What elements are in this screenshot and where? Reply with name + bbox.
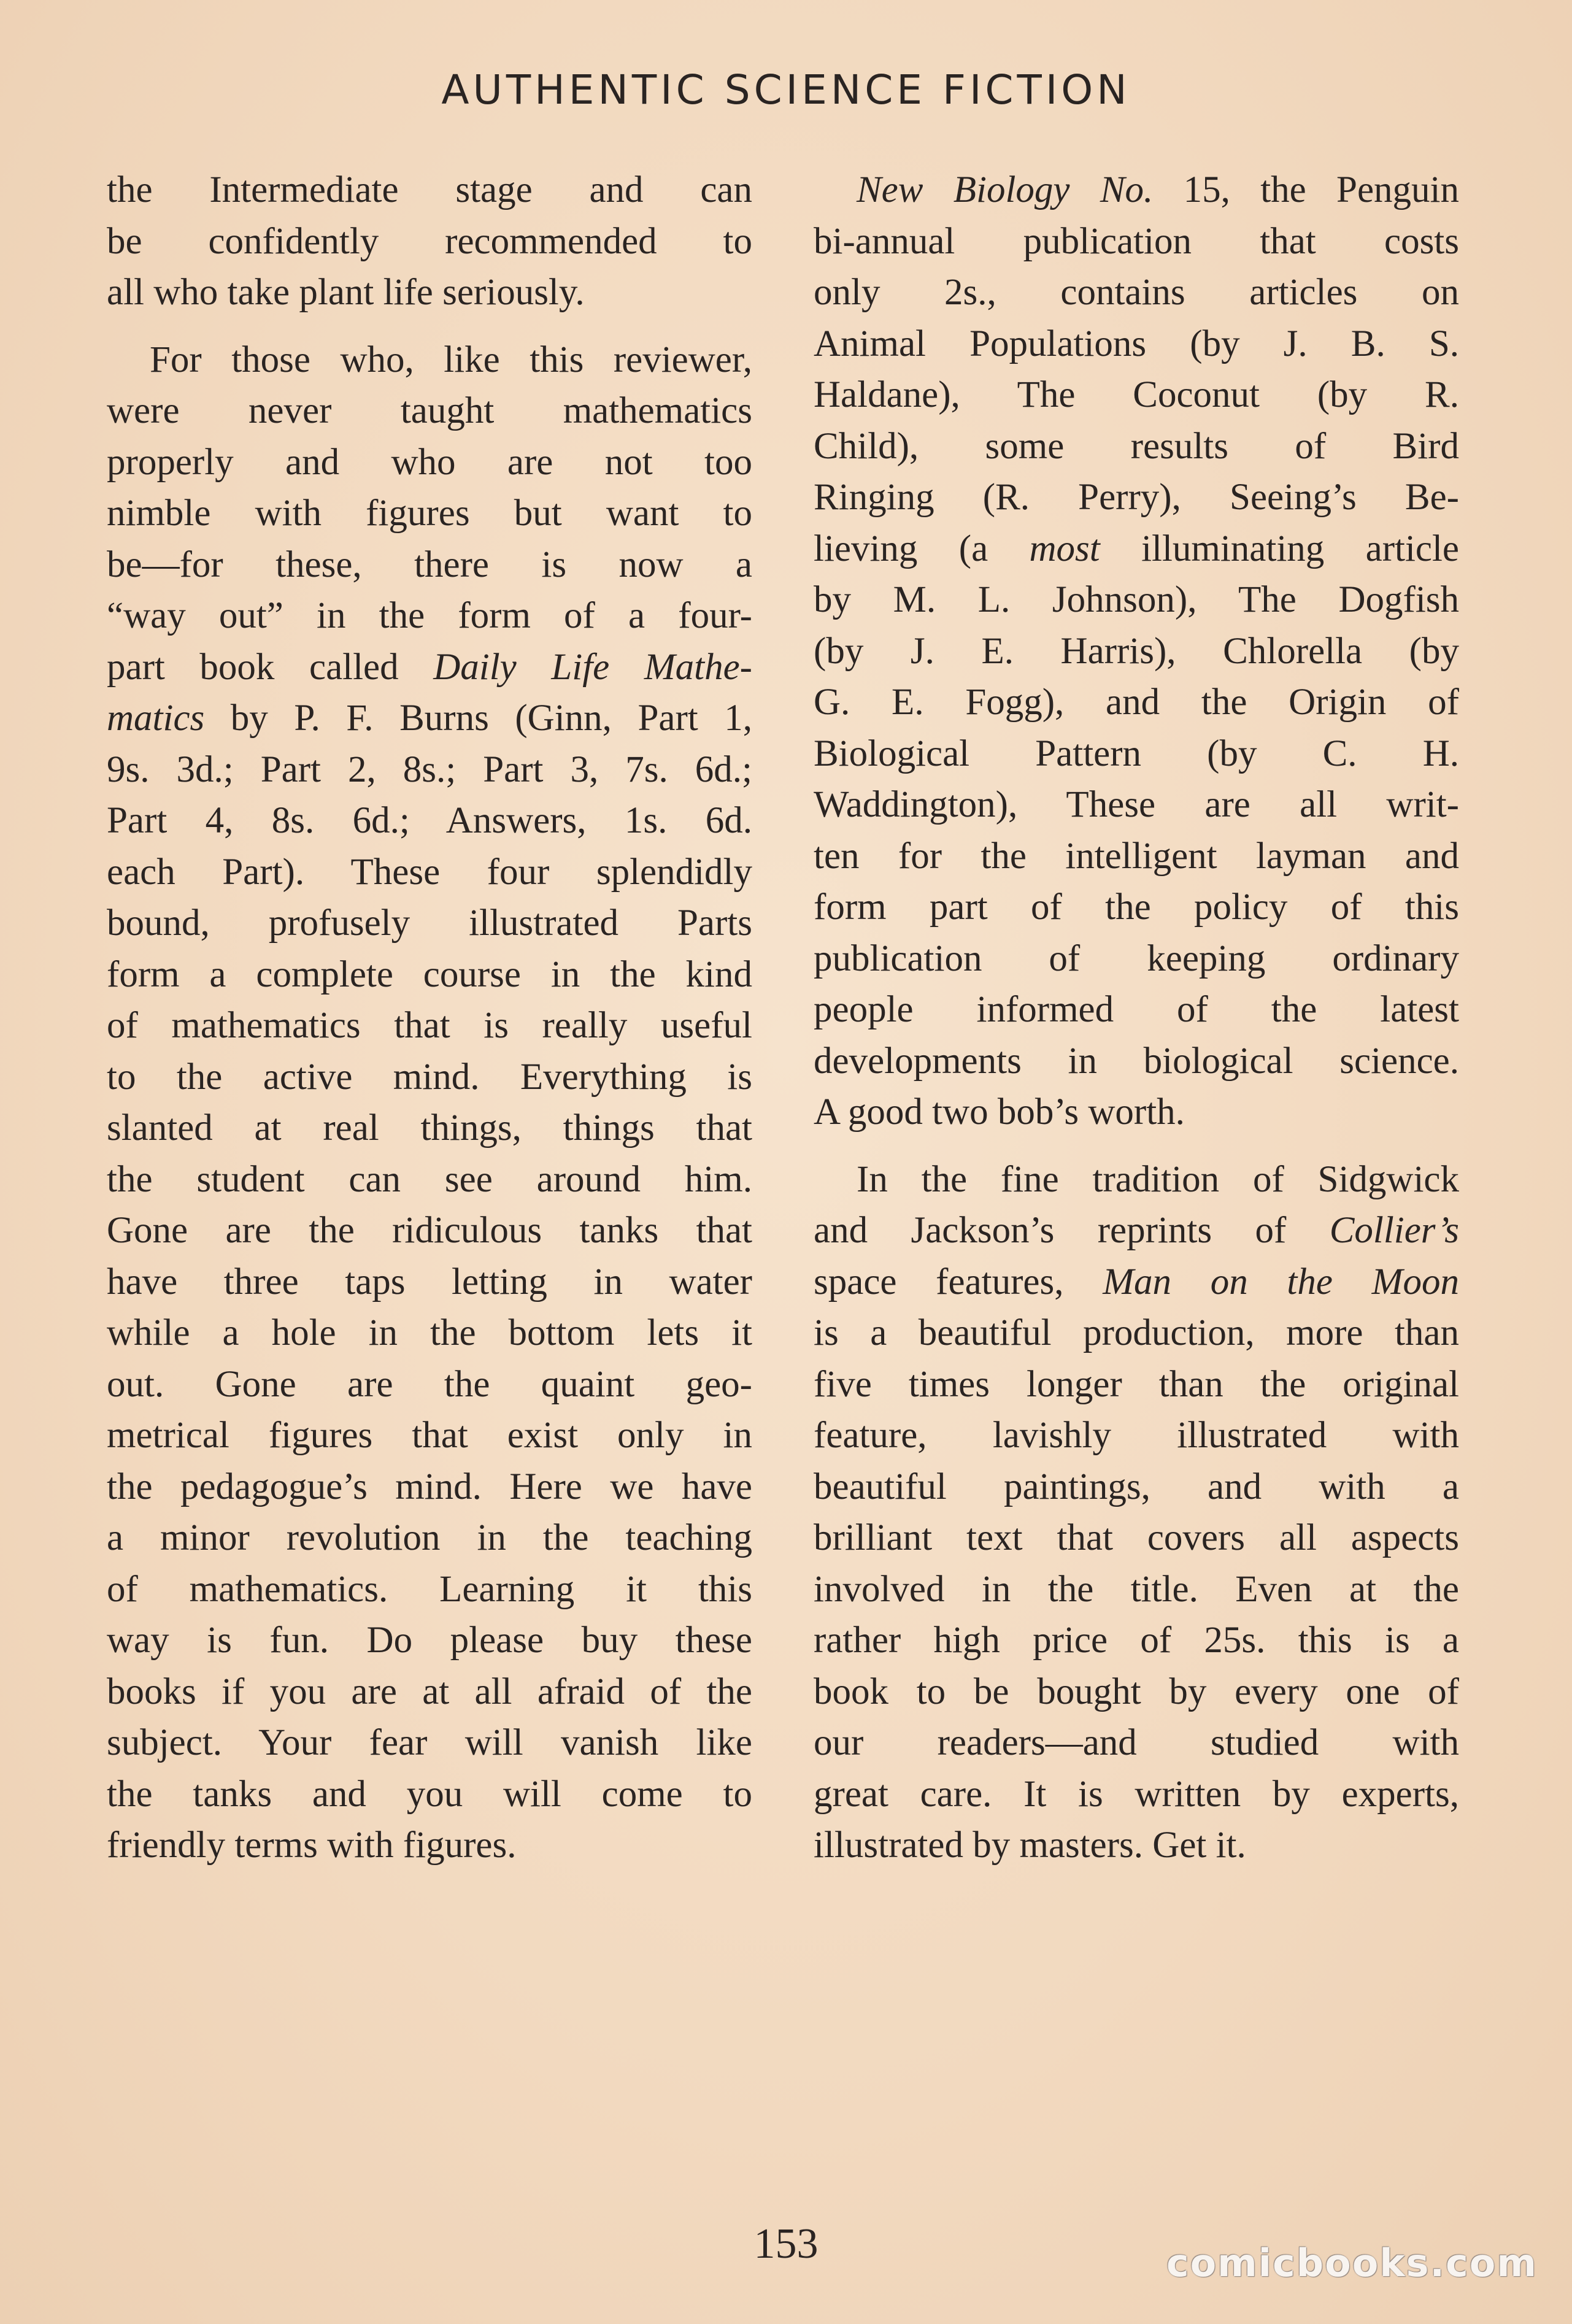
text-line: the pedagogue’s mind. Here we have	[107, 1466, 752, 1507]
text-line: to the active mind. Everything is	[107, 1056, 752, 1098]
text-run: by P. F. Burns (Ginn, Part 1,	[204, 698, 752, 739]
text-line: friendly terms with figures.	[107, 1825, 517, 1866]
title-colliers: Collier’s	[1329, 1210, 1459, 1251]
text-line: Part 4, 8s. 6d.; Answers, 1s. 6d.	[107, 800, 752, 841]
text-line: great care. It is written by experts,	[814, 1773, 1459, 1815]
text-line: Ringing (R. Perry), Seeing’s Be-	[814, 477, 1459, 518]
text-line: people informed of the latest	[814, 989, 1459, 1030]
text-line: subject. Your fear will vanish like	[107, 1722, 752, 1763]
text-line: way is fun. Do please buy these	[107, 1620, 752, 1661]
text-line: all who take plant life seriously.	[107, 272, 585, 313]
text-line	[814, 1205, 1459, 1256]
text-line: properly and who are not too	[107, 441, 752, 483]
text-line: have three taps letting in water	[107, 1261, 752, 1302]
text-line	[107, 693, 752, 744]
text-line: books if you are at all afraid of the	[107, 1671, 752, 1712]
text-line: the student can see around him.	[107, 1158, 752, 1200]
text-run: 15, the Penguin	[1153, 169, 1459, 210]
right-paragraph-2	[814, 1154, 1459, 1871]
text-line: Haldane), The Coconut (by R.	[814, 374, 1459, 415]
text-line: brilliant text that covers all aspects	[814, 1517, 1459, 1558]
left-paragraph-2	[107, 334, 752, 1871]
text-line: Animal Populations (by J. B. S.	[814, 323, 1459, 364]
text-line: beautiful paintings, and with a	[814, 1466, 1459, 1507]
text-line: be confidently recommended to	[107, 220, 752, 262]
title-man-on-the-moon: Man on the Moon	[1103, 1261, 1459, 1302]
page-number: 153	[753, 2220, 819, 2268]
text-line: Waddington), These are all writ-	[814, 784, 1459, 825]
text-run: part book called	[107, 646, 434, 688]
text-line: For those who, like this reviewer,	[150, 339, 752, 380]
text-line	[814, 1256, 1459, 1308]
text-line: five times longer than the original	[814, 1363, 1459, 1405]
right-column	[814, 164, 1459, 1871]
text-line: A good two bob’s worth.	[814, 1091, 1185, 1133]
text-line: of mathematics. Learning it this	[107, 1568, 752, 1610]
text-line: bi-annual publication that costs	[814, 220, 1459, 262]
text-line: rather high price of 25s. this is a	[814, 1620, 1459, 1661]
text-line: developments in biological science.	[814, 1040, 1459, 1082]
book-title-daily-life-mathematics: Daily Life Mathe-	[433, 646, 752, 688]
text-line: the Intermediate stage and can	[107, 169, 752, 210]
text-run: lieving (a	[814, 528, 1030, 569]
text-line: by M. L. Johnson), The Dogfish	[814, 579, 1459, 620]
text-line: nimble with figures but want to	[107, 493, 752, 534]
emphasis-most: most	[1029, 528, 1100, 569]
text-line: Gone are the ridiculous tanks that	[107, 1210, 752, 1251]
text-line: were never taught mathematics	[107, 390, 752, 431]
text-line: 9s. 3d.; Part 2, 8s.; Part 3, 7s. 6d.;	[107, 748, 752, 790]
text-line: the tanks and you will come to	[107, 1773, 752, 1815]
text-line: In the fine tradition of Sidgwick	[857, 1158, 1459, 1200]
text-line: book to be bought by every one of	[814, 1671, 1459, 1712]
text-line: feature, lavishly illustrated with	[814, 1415, 1459, 1456]
text-line: a minor revolution in the teaching	[107, 1517, 752, 1558]
text-line: ten for the intelligent layman and	[814, 835, 1459, 877]
text-run: illuminating article	[1100, 528, 1459, 569]
text-line: Child), some results of Bird	[814, 425, 1459, 467]
text-line	[107, 642, 752, 693]
text-line: only 2s., contains articles on	[814, 272, 1459, 313]
text-line: each Part). These four splendidly	[107, 851, 752, 893]
text-run: and Jackson’s reprints of	[814, 1210, 1330, 1251]
text-line: while a hole in the bottom lets it	[107, 1312, 752, 1353]
text-line: publication of keeping ordinary	[814, 937, 1459, 979]
text-line: is a beautiful production, more than	[814, 1312, 1459, 1353]
text-run: space features,	[814, 1261, 1103, 1302]
text-line: G. E. Fogg), and the Origin of	[814, 682, 1459, 723]
text-line: involved in the title. Even at the	[814, 1568, 1459, 1610]
text-line: our readers—and studied with	[814, 1722, 1459, 1763]
title-new-biology: New Biology No.	[857, 169, 1154, 210]
left-paragraph-1	[107, 164, 752, 318]
text-line: slanted at real things, things that	[107, 1107, 752, 1149]
text-line: be—for these, there is now a	[107, 544, 752, 585]
text-line: metrical figures that exist only in	[107, 1415, 752, 1456]
text-line: (by J. E. Harris), Chlorella (by	[814, 630, 1459, 672]
text-line: form part of the policy of this	[814, 887, 1459, 928]
text-line: form a complete course in the kind	[107, 953, 752, 995]
text-line: Biological Pattern (by C. H.	[814, 733, 1459, 774]
watermark-logo: comicbooks.com	[1166, 2241, 1538, 2285]
text-line: out. Gone are the quaint geo-	[107, 1363, 752, 1405]
running-head: AUTHENTIC SCIENCE FICTION	[441, 66, 1131, 114]
text-line	[814, 164, 1459, 216]
book-title-daily-life-mathematics-cont: matics	[107, 698, 205, 739]
text-line: of mathematics that is really useful	[107, 1005, 752, 1046]
left-column	[107, 164, 752, 1871]
text-line	[814, 523, 1459, 575]
text-line: “way out” in the form of a four-	[107, 595, 752, 636]
right-paragraph-1	[814, 164, 1459, 1138]
text-line: illustrated by masters. Get it.	[814, 1825, 1246, 1866]
text-line: bound, profusely illustrated Parts	[107, 902, 752, 944]
